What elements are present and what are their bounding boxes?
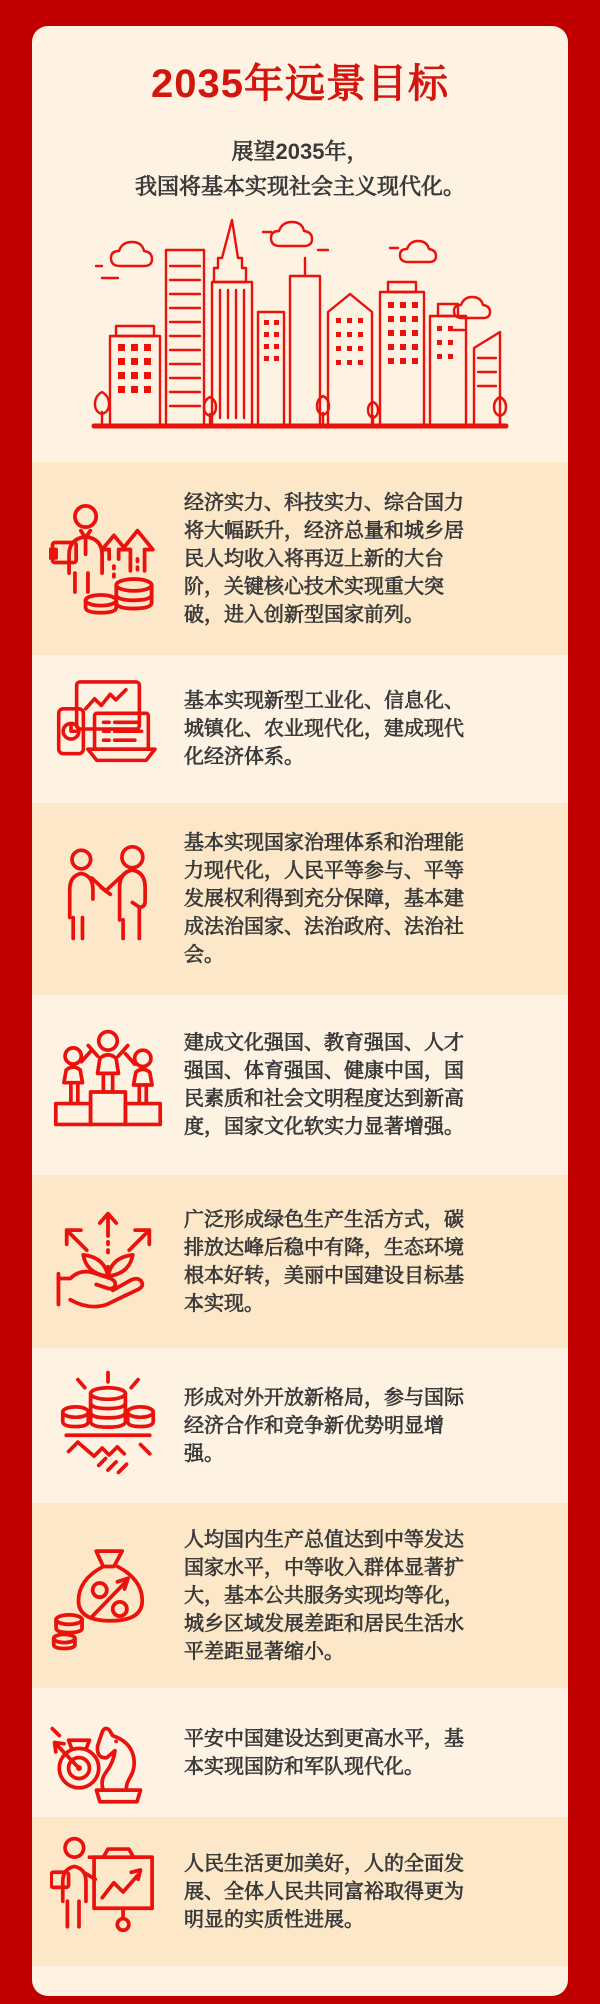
- hand-sprout-growth-icon: [32, 1203, 184, 1321]
- goal-section-opening: [32, 1348, 568, 1503]
- businessman-growth-icon: [32, 500, 184, 618]
- goal-text-governance: 基本实现国家治理体系和治理能力现代化，人民平等参与、平等发展权利得到充分保障，基本建成法治国家、法治政府、法治社会。: [184, 832, 464, 966]
- goal-section-gdp: [32, 1503, 568, 1688]
- goal-text-economy: 经济实力、科技实力、综合国力将大幅跃升，经济总量和城乡居民人均收入将再迈上新的大台阶，关键核心技术实现重大突破，进入创新型国家前列。: [184, 491, 464, 626]
- goal-text-green: 广泛形成绿色生产生活方式，碳排放达峰后稳中有降，生态环境根本好转，美丽中国建设目标基本实现。: [184, 1208, 464, 1315]
- content-panel: [32, 26, 568, 1996]
- goal-text-opening: 形成对外开放新格局，参与国际经济合作和竞争新优势明显增强。: [184, 1386, 464, 1465]
- coins-handshake-icon: [32, 1368, 184, 1484]
- goal-text-life: 人民生活更加美好，人的全面发展、全体人民共同富裕取得更为明显的实质性进展。: [184, 1852, 464, 1931]
- goal-section-safety: [32, 1688, 568, 1817]
- goal-text-industrialization: 基本实现新型工业化、信息化、城镇化、农业现代化，建成现代化经济体系。: [184, 690, 464, 768]
- goal-text-culture: 建成文化强国、教育强国、人才强国、体育强国、健康中国，国民素质和社会文明程度达到新高度，国家文化软实力显著增强。: [184, 1032, 464, 1138]
- city-skyline-illustration: [90, 214, 510, 436]
- goal-text-safety: 平安中国建设达到更高水平，基本实现国防和军队现代化。: [184, 1727, 464, 1778]
- presenter-chart-icon: [32, 1834, 184, 1950]
- money-bag-percent-icon: [32, 1537, 184, 1655]
- intro-line-1: 展望2035年，: [231, 139, 369, 164]
- digital-devices-icon: [32, 673, 184, 785]
- goal-section-governance: [32, 803, 568, 995]
- goal-section-green: [32, 1175, 568, 1348]
- header: [32, 26, 568, 462]
- page-title: 2035年远景目标: [151, 62, 449, 106]
- podium-celebration-icon: [32, 1027, 184, 1143]
- handshake-people-icon: [32, 841, 184, 957]
- intro-text: [32, 134, 568, 204]
- goal-section-economy: [32, 462, 568, 655]
- intro-line-2: 我国将基本实现社会主义现代化。: [134, 174, 465, 199]
- goal-section-culture: [32, 995, 568, 1175]
- goal-section-industrialization: [32, 655, 568, 803]
- chess-knight-target-icon: [32, 1695, 184, 1811]
- goal-section-life: [32, 1817, 568, 1966]
- goal-text-gdp: 人均国内生产总值达到中等发达国家水平，中等收入群体显著扩大，基本公共服务实现均等化，城乡区域发展差距和居民生活水平差距显著缩小。: [184, 1528, 464, 1663]
